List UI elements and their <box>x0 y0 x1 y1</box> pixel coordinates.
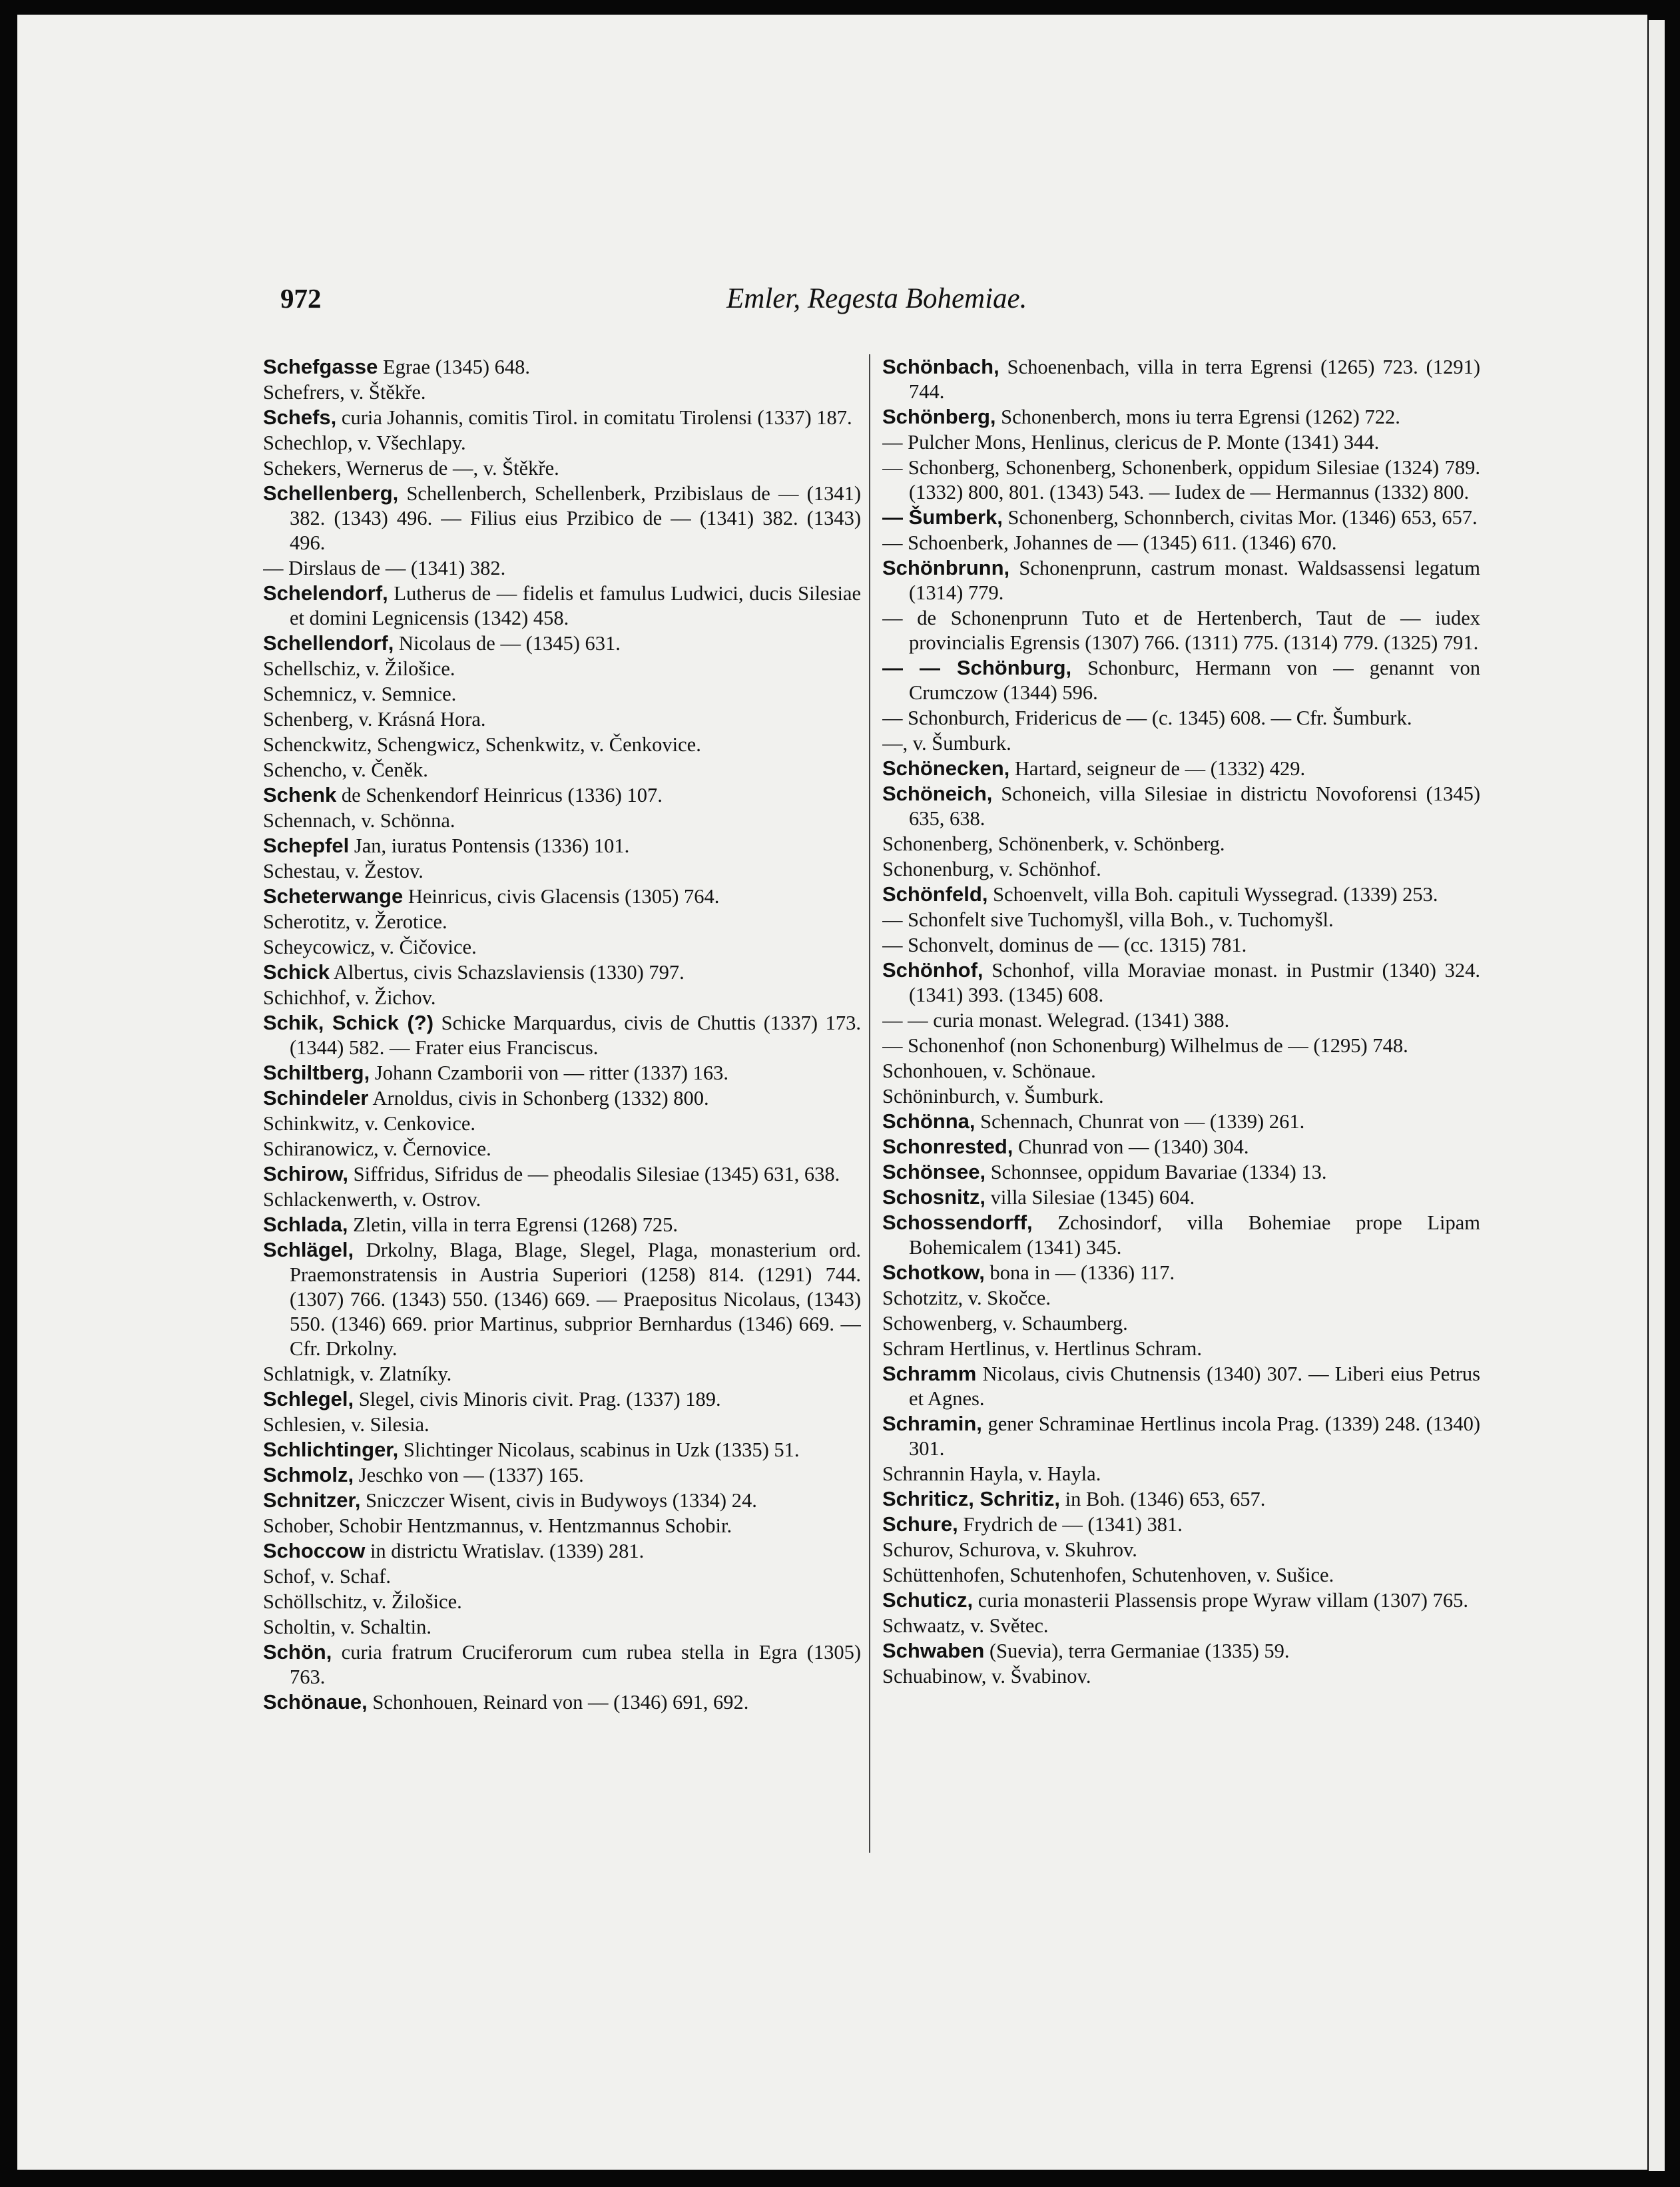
entry-text: curia Johannis, comitis Tirol. in comitatu Tirolensi (1337) 187. <box>336 406 852 429</box>
entry-headword: Schönsee, <box>882 1160 986 1183</box>
index-entry <box>882 1210 1480 1260</box>
entry-text: Schonenberch, mons iu terra Egrensi (1262) 722. <box>995 406 1400 428</box>
index-entry <box>263 884 861 909</box>
index-entry <box>882 1613 1480 1638</box>
entry-text: Schemnicz, v. Semnice. <box>263 683 457 705</box>
entry-text: Schof, v. Schaf. <box>263 1565 391 1588</box>
adjacent-page-edge <box>1649 20 1665 2171</box>
index-entry <box>263 631 861 656</box>
entry-headword: Schönfeld, <box>882 882 988 906</box>
index-entry <box>882 705 1480 731</box>
entry-headword: Schlada, <box>263 1213 348 1236</box>
running-title: Emler, Regesta Bohemiae. <box>726 283 1027 314</box>
index-entry <box>263 1361 861 1387</box>
entry-text: Schellschiz, v. Žilošice. <box>263 657 455 680</box>
index-entry <box>882 1033 1480 1058</box>
index-entry <box>263 354 861 380</box>
page-header <box>280 282 1078 329</box>
entry-text: Schiranowicz, v. Černovice. <box>263 1137 491 1160</box>
entry-headword: Schmolz, <box>263 1463 354 1486</box>
index-entry <box>263 707 861 732</box>
index-entry <box>882 1134 1480 1159</box>
entry-headword: Schonrested, <box>882 1135 1013 1158</box>
entry-text: Schekers, Wernerus de —, v. Štěkře. <box>263 457 559 479</box>
entry-text: Scheycowicz, v. Čičovice. <box>263 936 477 958</box>
index-entry <box>263 456 861 481</box>
entry-headword: Schönbrunn, <box>882 556 1010 579</box>
entry-text: Nicolaus de — (1345) 631. <box>394 632 621 655</box>
index-entry <box>882 404 1480 430</box>
index-entry <box>263 1412 861 1437</box>
index-entry <box>882 932 1480 958</box>
index-entry <box>882 505 1480 530</box>
index-entry <box>263 960 861 985</box>
index-entry <box>882 655 1480 705</box>
entry-headword: Schramm <box>882 1362 977 1385</box>
entry-headword: Schepfel <box>263 834 350 857</box>
index-entry <box>263 934 861 960</box>
index-entry <box>263 1187 861 1212</box>
entry-text: — Schonberg, Schonenberg, Schonenberk, oppidum Silesiae (1324) 789. (1332) 800, 801. (1343) 543. — Iudex de — Hermannus (1332) 800. <box>882 456 1480 503</box>
entry-headword: Schramin, <box>882 1412 982 1435</box>
entry-text: Schlackenwerth, v. Ostrov. <box>263 1188 481 1211</box>
index-entry <box>882 1486 1480 1512</box>
entry-text: Schonenberg, Schonnberch, civitas Mor. (1346) 653, 657. <box>1002 506 1478 529</box>
index-entry <box>882 1512 1480 1537</box>
entry-text: Johann Czamborii von — ritter (1337) 163. <box>370 1062 728 1084</box>
index-entry <box>263 808 861 833</box>
entry-text: Zchosindorf, villa Bohemiae prope Lipam Bohemicalem (1341) 345. <box>909 1211 1480 1259</box>
entry-headword: Schosnitz, <box>882 1185 986 1209</box>
index-entry <box>882 455 1480 505</box>
entry-text: curia fratrum Cruciferorum cum rubea stella in Egra (1305) 763. <box>290 1641 861 1688</box>
index-entry <box>263 1488 861 1513</box>
entry-text: Drkolny, Blaga, Blage, Slegel, Plaga, monasterium ord. Praemonstratensis in Austria Superiori (1258) 814. (1291) 744. (1307) 766. (1343) 550. (1346) 669. — Praepositus Nicolaus, (1343) 550. (1346) 669. prior Martinus, subprior Bernhardus (1346) 669. — Cfr. Drkolny. <box>290 1239 861 1360</box>
entry-text: Schober, Schobir Hentzmannus, v. Hentzmannus Schobir. <box>263 1514 732 1537</box>
entry-headword: Schönaue, <box>263 1690 368 1714</box>
index-entry <box>263 1111 861 1136</box>
index-entry <box>882 1537 1480 1562</box>
entry-text: Hartard, seigneur de — (1332) 429. <box>1009 757 1306 780</box>
entry-text: Schichhof, v. Žichov. <box>263 986 436 1009</box>
index-entry <box>263 581 861 631</box>
index-entry <box>882 882 1480 907</box>
index-column-left <box>263 354 861 1859</box>
entry-headword: Schlegel, <box>263 1387 354 1410</box>
entry-text: bona in — (1336) 117. <box>984 1261 1175 1284</box>
entry-headword: Schönberg, <box>882 405 996 428</box>
index-entry <box>263 1690 861 1715</box>
index-entry <box>882 1664 1480 1689</box>
index-entry <box>882 1285 1480 1311</box>
index-entry <box>882 856 1480 882</box>
entry-text: Schonburc, Hermann von — genannt von Crumczow (1344) 596. <box>909 657 1480 704</box>
index-entry <box>882 1562 1480 1588</box>
entry-text: Schellenberch, Schellenberk, Przibislaus de — (1341) 382. (1343) 496. — Filius eius Przibico de — (1341) 382. (1343) 496. <box>290 482 861 554</box>
index-entry <box>263 1086 861 1111</box>
index-entry <box>882 1311 1480 1336</box>
entry-headword: Schellendorf, <box>263 631 394 655</box>
entry-text: Jeschko von — (1337) 165. <box>354 1464 584 1486</box>
index-entry <box>882 958 1480 1008</box>
entry-text: Zletin, villa in terra Egrensi (1268) 725. <box>348 1213 678 1236</box>
column-divider <box>869 354 870 1853</box>
index-entry <box>263 757 861 782</box>
entry-text: — Schonfelt sive Tuchomyšl, villa Boh., v. Tuchomyšl. <box>882 908 1334 931</box>
entry-text: Siffridus, Sifridus de — pheodalis Silesiae (1345) 631, 638. <box>348 1163 840 1185</box>
index-entry <box>882 1411 1480 1461</box>
entry-headword: Schik, Schick (?) <box>263 1011 434 1034</box>
entry-text: Lutherus de — fidelis et famulus Ludwici, ducis Silesiae et domini Legnicensis (1342) 458. <box>290 582 861 629</box>
index-entry <box>263 1462 861 1488</box>
index-entry <box>882 530 1480 555</box>
entry-headword: Schick <box>263 960 330 984</box>
entry-text: Heinricus, civis Glacensis (1305) 764. <box>403 885 720 908</box>
index-entry <box>882 1638 1480 1664</box>
entry-headword: Schindeler <box>263 1086 369 1109</box>
entry-text: — Dirslaus de — (1341) 382. <box>263 557 506 579</box>
index-entry <box>263 1212 861 1237</box>
entry-headword: — — Schönburg, <box>882 656 1072 679</box>
index-entry <box>263 985 861 1010</box>
index-entry <box>882 1361 1480 1411</box>
entry-text: Schenberg, v. Krásná Hora. <box>263 708 486 731</box>
index-entry <box>882 831 1480 856</box>
entry-text: — de Schonenprunn Tuto et de Hertenberch, Taut de — iudex provincialis Egrensis (1307) 766. (1311) 775. (1314) 779. (1325) 791. <box>882 607 1480 654</box>
index-entry <box>263 1640 861 1690</box>
entry-headword: Schefs, <box>263 406 337 429</box>
entry-text: Schonnsee, oppidum Bavariae (1334) 13. <box>985 1161 1327 1183</box>
index-entry <box>882 1159 1480 1185</box>
index-entry <box>263 1136 861 1161</box>
index-entry <box>882 756 1480 781</box>
page-number: 972 <box>280 283 322 314</box>
entry-text: — Schonenhof (non Schonenburg) Wilhelmus de — (1295) 748. <box>882 1034 1408 1057</box>
entry-headword: Schlägel, <box>263 1238 354 1261</box>
entry-text: Schinkwitz, v. Cenkovice. <box>263 1112 476 1135</box>
entry-headword: Schlichtinger, <box>263 1438 399 1461</box>
index-entry <box>882 907 1480 932</box>
index-entry <box>882 1008 1480 1033</box>
index-entry <box>882 430 1480 455</box>
entry-text: Frydrich de — (1341) 381. <box>958 1513 1183 1536</box>
index-entry <box>263 782 861 808</box>
entry-text: —, v. Šumburk. <box>882 732 1011 755</box>
entry-text: Schennach, v. Schönna. <box>263 809 455 832</box>
index-entry <box>882 1084 1480 1109</box>
entry-text: Schrannin Hayla, v. Hayla. <box>882 1462 1101 1485</box>
entry-headword: — Šumberk, <box>882 505 1003 529</box>
entry-text: in districtu Wratislav. (1339) 281. <box>365 1540 645 1562</box>
entry-text: Schöllschitz, v. Žilošice. <box>263 1590 462 1613</box>
entry-text: Schlesien, v. Silesia. <box>263 1413 429 1436</box>
entry-text: — — curia monast. Welegrad. (1341) 388. <box>882 1009 1230 1032</box>
index-entry <box>263 1614 861 1640</box>
entry-headword: Schelendorf, <box>263 581 388 605</box>
entry-headword: Schirow, <box>263 1162 349 1185</box>
entry-text: Slichtinger Nicolaus, scabinus in Uzk (1335) 51. <box>398 1438 800 1461</box>
index-entry <box>882 354 1480 404</box>
entry-text: Schoenvelt, villa Boh. capituli Wyssegrad. (1339) 253. <box>987 883 1438 906</box>
entry-headword: Schönecken, <box>882 757 1010 780</box>
index-entry <box>263 405 861 430</box>
entry-headword: Schönhof, <box>882 958 983 982</box>
entry-text: Schonenberg, Schönenberk, v. Schönberg. <box>882 832 1225 855</box>
entry-text: Schicke Marquardus, civis de Chuttis (1337) 173. (1344) 582. — Frater eius Franciscus. <box>290 1012 861 1059</box>
entry-headword: Schuticz, <box>882 1588 974 1612</box>
entry-headword: Schefgasse <box>263 355 378 378</box>
entry-text: Schestau, v. Žestov. <box>263 860 423 882</box>
entry-text: Schotzitz, v. Skočce. <box>882 1287 1051 1309</box>
entry-text: in Boh. (1346) 653, 657. <box>1060 1488 1266 1510</box>
index-entry <box>263 681 861 707</box>
entry-text: Sniczczer Wisent, civis in Budywoys (1334) 24. <box>360 1489 757 1512</box>
index-entry <box>263 1060 861 1086</box>
entry-text: Egrae (1345) 648. <box>378 356 531 378</box>
index-entry <box>882 605 1480 655</box>
entry-text: Slegel, civis Minoris civit. Prag. (1337) 189. <box>354 1388 721 1410</box>
entry-text: Schwaatz, v. Světec. <box>882 1614 1049 1637</box>
entry-headword: Schossendorff, <box>882 1211 1033 1234</box>
entry-text: Jan, iuratus Pontensis (1336) 101. <box>349 834 630 857</box>
entry-text: curia monasterii Plassensis prope Wyraw villam (1307) 765. <box>973 1589 1468 1612</box>
index-entry <box>263 732 861 757</box>
entry-text: gener Schraminae Hertlinus incola Prag. (1339) 248. (1340) 301. <box>909 1412 1480 1460</box>
entry-headword: Schönna, <box>882 1109 976 1133</box>
entry-headword: Schnitzer, <box>263 1488 361 1512</box>
entry-headword: Schöneich, <box>882 782 993 805</box>
entry-text: Schüttenhofen, Schutenhofen, Schutenhoven, v. Sušice. <box>882 1564 1334 1586</box>
index-entry <box>882 1058 1480 1084</box>
index-entry <box>882 555 1480 605</box>
entry-text: Schonenprunn, castrum monast. Waldsassensi legatum (1314) 779. <box>909 557 1480 604</box>
entry-text: Schowenberg, v. Schaumberg. <box>882 1312 1128 1335</box>
entry-text: Schöninburch, v. Šumburk. <box>882 1085 1104 1107</box>
entry-text: Schonhouen, Reinard von — (1346) 691, 692. <box>367 1691 749 1714</box>
index-entry <box>263 380 861 405</box>
entry-text: — Schonvelt, dominus de — (cc. 1315) 781. <box>882 934 1247 956</box>
entry-text: Schlatnigk, v. Zlatníky. <box>263 1363 452 1385</box>
entry-text: Chunrad von — (1340) 304. <box>1013 1135 1249 1158</box>
entry-headword: Schure, <box>882 1512 958 1536</box>
index-column-right <box>882 354 1480 1859</box>
entry-text: — Pulcher Mons, Henlinus, clericus de P. Monte (1341) 344. <box>882 431 1380 454</box>
entry-headword: Schiltberg, <box>263 1061 370 1084</box>
entry-text: Schechlop, v. Všechlapy. <box>263 432 466 454</box>
index-entry <box>263 1538 861 1564</box>
index-entry <box>882 1260 1480 1285</box>
entry-headword: Schoccow <box>263 1539 366 1562</box>
index-entry <box>263 481 861 555</box>
entry-text: Schonhouen, v. Schönaue. <box>882 1060 1096 1082</box>
index-entry <box>263 656 861 681</box>
entry-text: Schuabinow, v. Švabinov. <box>882 1665 1091 1688</box>
entry-headword: Schön, <box>263 1640 332 1664</box>
entry-headword: Schenk <box>263 783 337 806</box>
index-entry <box>882 1109 1480 1134</box>
index-entry <box>882 1185 1480 1210</box>
entry-text: Schefrers, v. Štěkře. <box>263 381 426 404</box>
entry-text: Schencho, v. Čeněk. <box>263 759 428 781</box>
index-entry <box>263 1010 861 1060</box>
entry-text: villa Silesiae (1345) 604. <box>985 1186 1195 1209</box>
entry-text: Schurov, Schurova, v. Skuhrov. <box>882 1538 1137 1561</box>
entry-text: Schram Hertlinus, v. Hertlinus Schram. <box>882 1337 1203 1360</box>
index-entry <box>882 731 1480 756</box>
entry-text: Schoneich, villa Silesiae in districtu Novoforensi (1345) 635, 638. <box>909 782 1480 830</box>
index-entry <box>263 1564 861 1589</box>
entry-text: Albertus, civis Schazslaviensis (1330) 797. <box>329 961 685 984</box>
index-entry <box>263 1237 861 1361</box>
index-entry <box>263 1161 861 1187</box>
index-entry <box>263 555 861 581</box>
entry-headword: Schellenberg, <box>263 481 399 505</box>
index-entry <box>263 1589 861 1614</box>
index-entry <box>263 1437 861 1462</box>
entry-text: Schennach, Chunrat von — (1339) 261. <box>975 1110 1305 1133</box>
index-entry <box>263 430 861 456</box>
entry-text: Arnoldus, civis in Schonberg (1332) 800. <box>368 1087 709 1109</box>
index-entry <box>882 1336 1480 1361</box>
entry-headword: Schotkow, <box>882 1261 985 1284</box>
index-entry <box>263 1387 861 1412</box>
entry-text: Schoenenbach, villa in terra Egrensi (1265) 723. (1291) 744. <box>909 356 1480 403</box>
entry-text: Schonenburg, v. Schönhof. <box>882 858 1101 880</box>
entry-headword: Schönbach, <box>882 355 999 378</box>
entry-headword: Schwaben <box>882 1639 985 1662</box>
entry-text: Scherotitz, v. Žerotice. <box>263 910 447 933</box>
index-entry <box>263 1513 861 1538</box>
entry-text: — Schoenberk, Johannes de — (1345) 611. (1346) 670. <box>882 531 1337 554</box>
index-entry <box>263 858 861 884</box>
entry-text: — Schonburch, Fridericus de — (c. 1345) 608. — Cfr. Šumburk. <box>882 707 1412 729</box>
entry-text: de Schenkendorf Heinricus (1336) 107. <box>336 784 663 806</box>
index-entry <box>882 781 1480 831</box>
entry-text: Scholtin, v. Schaltin. <box>263 1616 432 1638</box>
entry-text: (Suevia), terra Germaniae (1335) 59. <box>984 1640 1290 1662</box>
entry-headword: Scheterwange <box>263 884 404 908</box>
index-entry <box>263 909 861 934</box>
index-entry <box>263 833 861 858</box>
entry-text: Schenckwitz, Schengwicz, Schenkwitz, v. Čenkovice. <box>263 733 701 756</box>
entry-headword: Schriticz, Schritiz, <box>882 1487 1061 1510</box>
entry-text: Schonhof, villa Moraviae monast. in Pustmir (1340) 324. (1341) 393. (1345) 608. <box>909 959 1480 1006</box>
index-entry <box>882 1461 1480 1486</box>
entry-text: Nicolaus, civis Chutnensis (1340) 307. — Liberi eius Petrus et Agnes. <box>909 1363 1480 1410</box>
index-entry <box>882 1588 1480 1613</box>
